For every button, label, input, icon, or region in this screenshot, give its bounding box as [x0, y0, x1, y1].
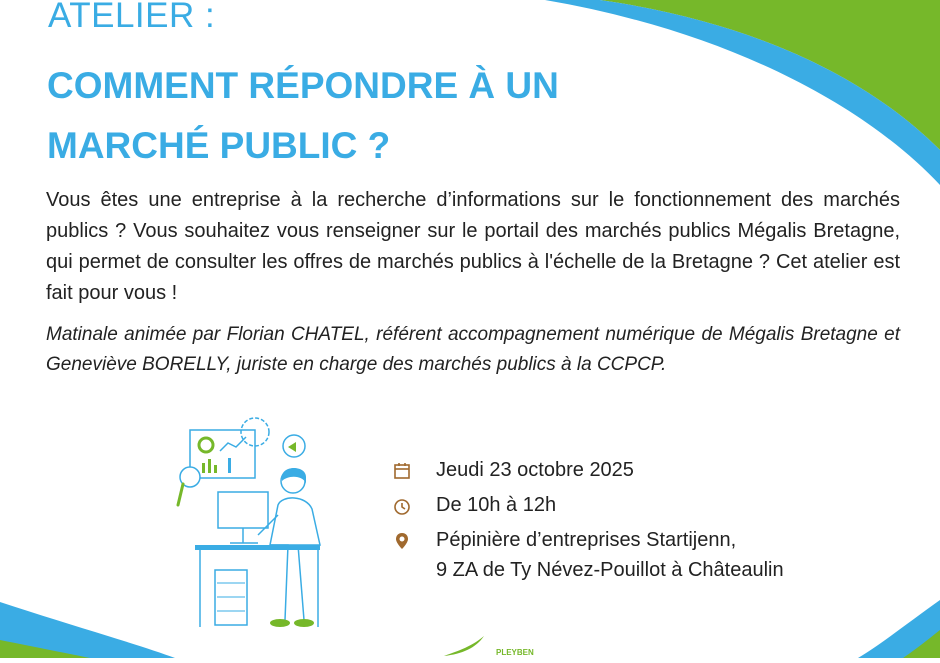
title-line-1: COMMENT RÉPONDRE À UN [47, 65, 559, 106]
bar-1 [202, 463, 205, 473]
event-type-label: ATELIER : [48, 0, 216, 35]
monitor [218, 492, 268, 528]
shoe-left [270, 619, 290, 627]
host-paragraph: Matinale animée par Florian CHATEL, référent accompagnement numérique de Mégalis Bretagne et Geneviève BORELLY, juriste en charge des marchés publics à la CCPCP. [46, 324, 900, 375]
bar-3 [214, 465, 217, 473]
event-time: De 10h à 12h [436, 494, 557, 516]
shoe-right [294, 619, 314, 627]
person-body [270, 498, 320, 545]
desk-top [195, 545, 320, 550]
leaf-swoosh-icon [440, 634, 500, 658]
bar-4 [228, 458, 231, 473]
calendar-icon [392, 461, 412, 481]
title-line-2: MARCHÉ PUBLIC ? [47, 125, 391, 166]
event-place-line-1: Pépinière d’entreprises Startijenn, [436, 529, 737, 551]
clock-icon [392, 497, 412, 517]
event-place-line-2: 9 ZA de Ty Névez-Pouillot à Châteaulin [436, 559, 784, 581]
intro-paragraph: Vous êtes une entreprise à la recherche d’informations sur le fonctionnement des marchés publics ? Vous souhaitez vous renseigner sur le portail des marchés publics Mégalis Bretagne, qui permet de consulter les offres de marchés publics à l'échelle de la Bretagne ? Cet atelier est fait pour vous ! [46, 189, 900, 304]
page-title [47, 56, 559, 176]
person-at-computer-illustration [170, 405, 345, 630]
event-date: Jeudi 23 octobre 2025 [436, 459, 634, 481]
partner-logo [440, 634, 550, 658]
bar-2 [208, 459, 211, 473]
map-pin-icon [392, 531, 412, 551]
logo-wordmark: PLEYBEN [496, 648, 534, 657]
